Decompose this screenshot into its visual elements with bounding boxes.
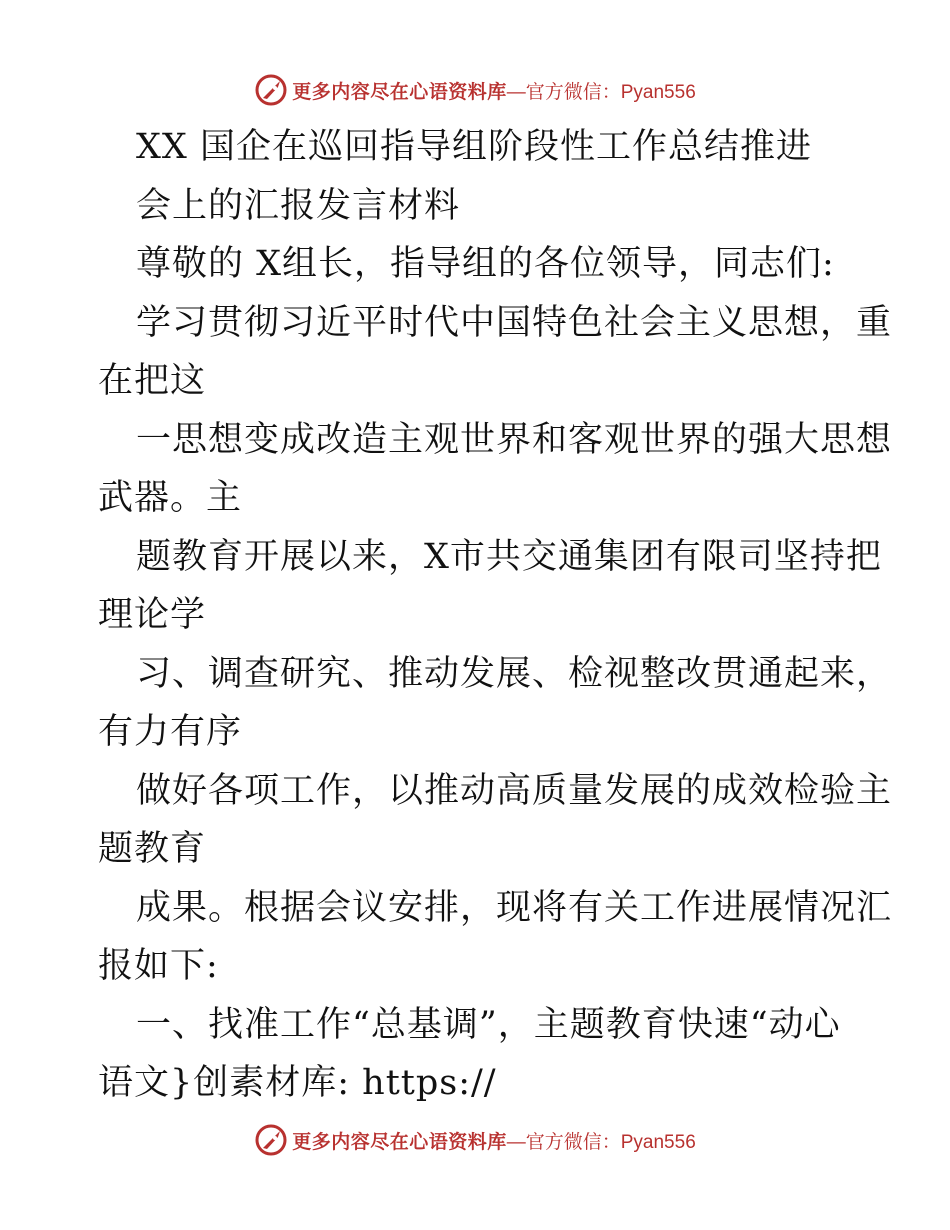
paragraph-line: 武器。主 <box>98 478 243 518</box>
banner-main-text: 更多内容尽在心语资料库 <box>292 80 507 103</box>
title-line-2: 会上的汇报发言材料 <box>136 185 461 226</box>
banner-wechat-text: —官方微信：Pyan556 <box>506 1131 696 1153</box>
paragraph-line: 习、调查研究、推动发展、检视整改贯通起来， <box>136 653 893 694</box>
salutation: 尊敬的 X组长，指导组的各位领导，同志们: <box>136 244 835 284</box>
paragraph-line: 在把这 <box>98 361 207 401</box>
document-body <box>98 118 893 1113</box>
paragraph-line: 有力有序 <box>98 712 243 752</box>
paragraph-line: 做好各项工作，以推动高质量发展的成效检验主 <box>136 770 893 811</box>
pen-nib-logo-icon <box>254 73 288 107</box>
paragraph-line: 学习贯彻习近平时代中国特色社会主义思想，重 <box>136 302 893 343</box>
paragraph-line: 成果。根据会议安排，现将有关工作进展情况汇 <box>136 887 893 928</box>
paragraph-line: 题教育开展以来，X市共交通集团有限司坚持把 <box>136 536 882 577</box>
header-banner <box>0 70 950 110</box>
paragraph-line: 题教育 <box>98 829 207 869</box>
banner-main-text: 更多内容尽在心语资料库 <box>292 1130 507 1153</box>
section-heading: 一、找准工作“总基调”，主题教育快速“动心 <box>136 1004 841 1045</box>
footer-banner <box>0 1120 950 1160</box>
paragraph-line: 语文}创素材库: https:// <box>98 1063 497 1103</box>
paragraph-line: 理论学 <box>98 595 207 635</box>
pen-nib-logo-icon <box>254 1123 288 1157</box>
banner-wechat-text: —官方微信：Pyan556 <box>506 81 696 103</box>
title-line-1: XX 国企在巡回指导组阶段性工作总结推进 <box>136 127 812 167</box>
paragraph-line: 一思想变成改造主观世界和客观世界的强大思想 <box>136 419 893 460</box>
paragraph-line: 报如下: <box>98 946 219 986</box>
